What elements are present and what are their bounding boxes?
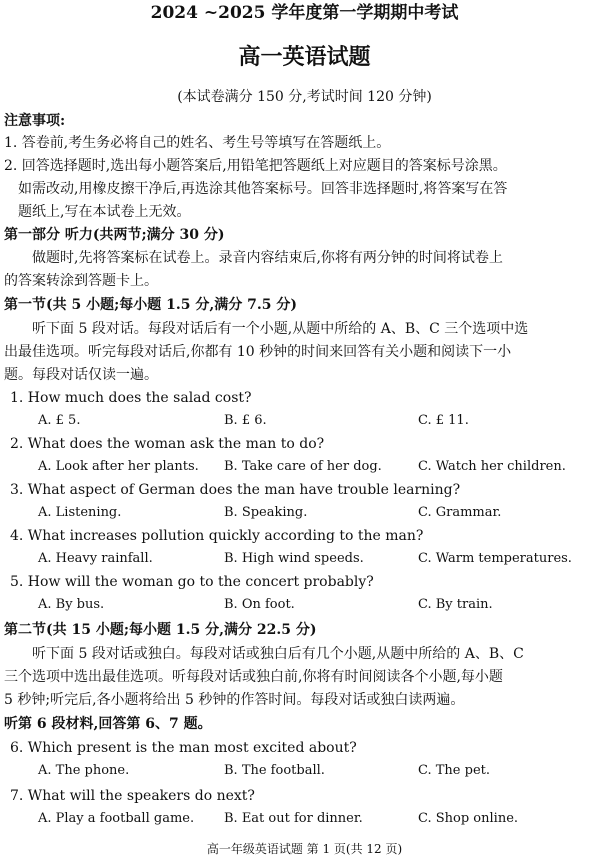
option-c: C. £ 11. <box>418 413 469 428</box>
section2-intro-line: 三个选项中选出最佳选项。听每段对话或独白前,你将有时间阅读各个小题,每小题 <box>4 669 503 685</box>
question-stem: 7. What will the speakers do next? <box>10 788 255 804</box>
option-c: C. By train. <box>418 597 493 612</box>
part1-intro-line: 做题时,先将答案标在试卷上。录音内容结束后,你将有两分钟的时间将试卷上 <box>32 250 503 266</box>
instructions-heading: 注意事项: <box>4 113 66 129</box>
question-stem: 2. What does the woman ask the man to do? <box>10 436 325 452</box>
option-b: B. £ 6. <box>224 413 267 428</box>
section1-intro-line: 听下面 5 段对话。每段对话后有一个小题,从题中所给的 A、B、C 三个选项中选 <box>32 321 529 337</box>
section2-intro-line: 听下面 5 段对话或独白。每段对话或独白后有几个小题,从题中所给的 A、B、C <box>32 646 524 662</box>
question-stem: 4. What increases pollution quickly according to the man? <box>10 528 424 544</box>
section2-intro-line: 5 秒钟;听完后,各小题将给出 5 秒钟的作答时间。每段对话或独白读两遍。 <box>4 692 465 708</box>
option-b: B. The football. <box>224 763 325 778</box>
section1-intro-line: 出最佳选项。听完每段对话后,你都有 10 秒钟的时间来回答有关小题和阅读下一小 <box>4 344 512 360</box>
option-a: A. By bus. <box>38 597 105 612</box>
section1-intro-line: 题。每段对话仅读一遍。 <box>4 367 158 383</box>
option-c: C. Shop online. <box>418 811 519 826</box>
question-stem: 5. How will the woman go to the concert probably? <box>10 574 374 590</box>
option-b: B. High wind speeds. <box>224 551 364 566</box>
question-stem: 3. What aspect of German does the man have trouble learning? <box>10 482 461 498</box>
option-c: C. Watch her children. <box>418 459 566 474</box>
option-a: A. The phone. <box>38 763 130 778</box>
option-c: C. Warm temperatures. <box>418 551 572 566</box>
option-b: B. Speaking. <box>224 505 308 520</box>
option-c: C. The pet. <box>418 763 490 778</box>
part1-intro-line: 的答案转涂到答题卡上。 <box>4 273 158 289</box>
exam-note: (本试卷满分 150 分,考试时间 120 分钟) <box>177 89 432 105</box>
option-a: A. Heavy rainfall. <box>38 551 153 566</box>
exam-title: 2024 ~2025 学年度第一学期期中考试 <box>150 3 459 23</box>
instruction-line: 2. 回答选择题时,选出每小题答案后,用铅笔把答题纸上对应题目的答案标号涂黑。 <box>4 158 507 174</box>
section2-material: 听第 6 段材料,回答第 6、7 题。 <box>4 716 212 732</box>
option-b: B. On foot. <box>224 597 295 612</box>
option-b: B. Eat out for dinner. <box>224 811 363 826</box>
option-a: A. Listening. <box>38 505 122 520</box>
instruction-line: 如需改动,用橡皮擦干净后,再选涂其他答案标号。回答非选择题时,将答案写在答 <box>18 181 508 197</box>
part1-heading: 第一部分 听力(共两节;满分 30 分) <box>4 227 225 243</box>
option-a: A. Play a football game. <box>38 811 195 826</box>
subject-title: 高一英语试题 <box>238 44 371 70</box>
option-c: C. Grammar. <box>418 505 502 520</box>
page-footer: 高一年级英语试题 第 1 页(共 12 页) <box>206 842 403 856</box>
option-b: B. Take care of her dog. <box>224 459 382 474</box>
question-stem: 6. Which present is the man most excited about? <box>10 740 357 756</box>
question-stem: 1. How much does the salad cost? <box>10 390 252 406</box>
section1-heading: 第一节(共 5 小题;每小题 1.5 分,满分 7.5 分) <box>4 297 297 313</box>
section2-heading: 第二节(共 15 小题;每小题 1.5 分,满分 22.5 分) <box>4 622 317 638</box>
instruction-line: 题纸上,写在本试卷上无效。 <box>18 204 191 220</box>
option-a: A. £ 5. <box>38 413 81 428</box>
option-a: A. Look after her plants. <box>38 459 199 474</box>
instruction-line: 1. 答卷前,考生务必将自己的姓名、考生号等填写在答题纸上。 <box>4 135 391 151</box>
